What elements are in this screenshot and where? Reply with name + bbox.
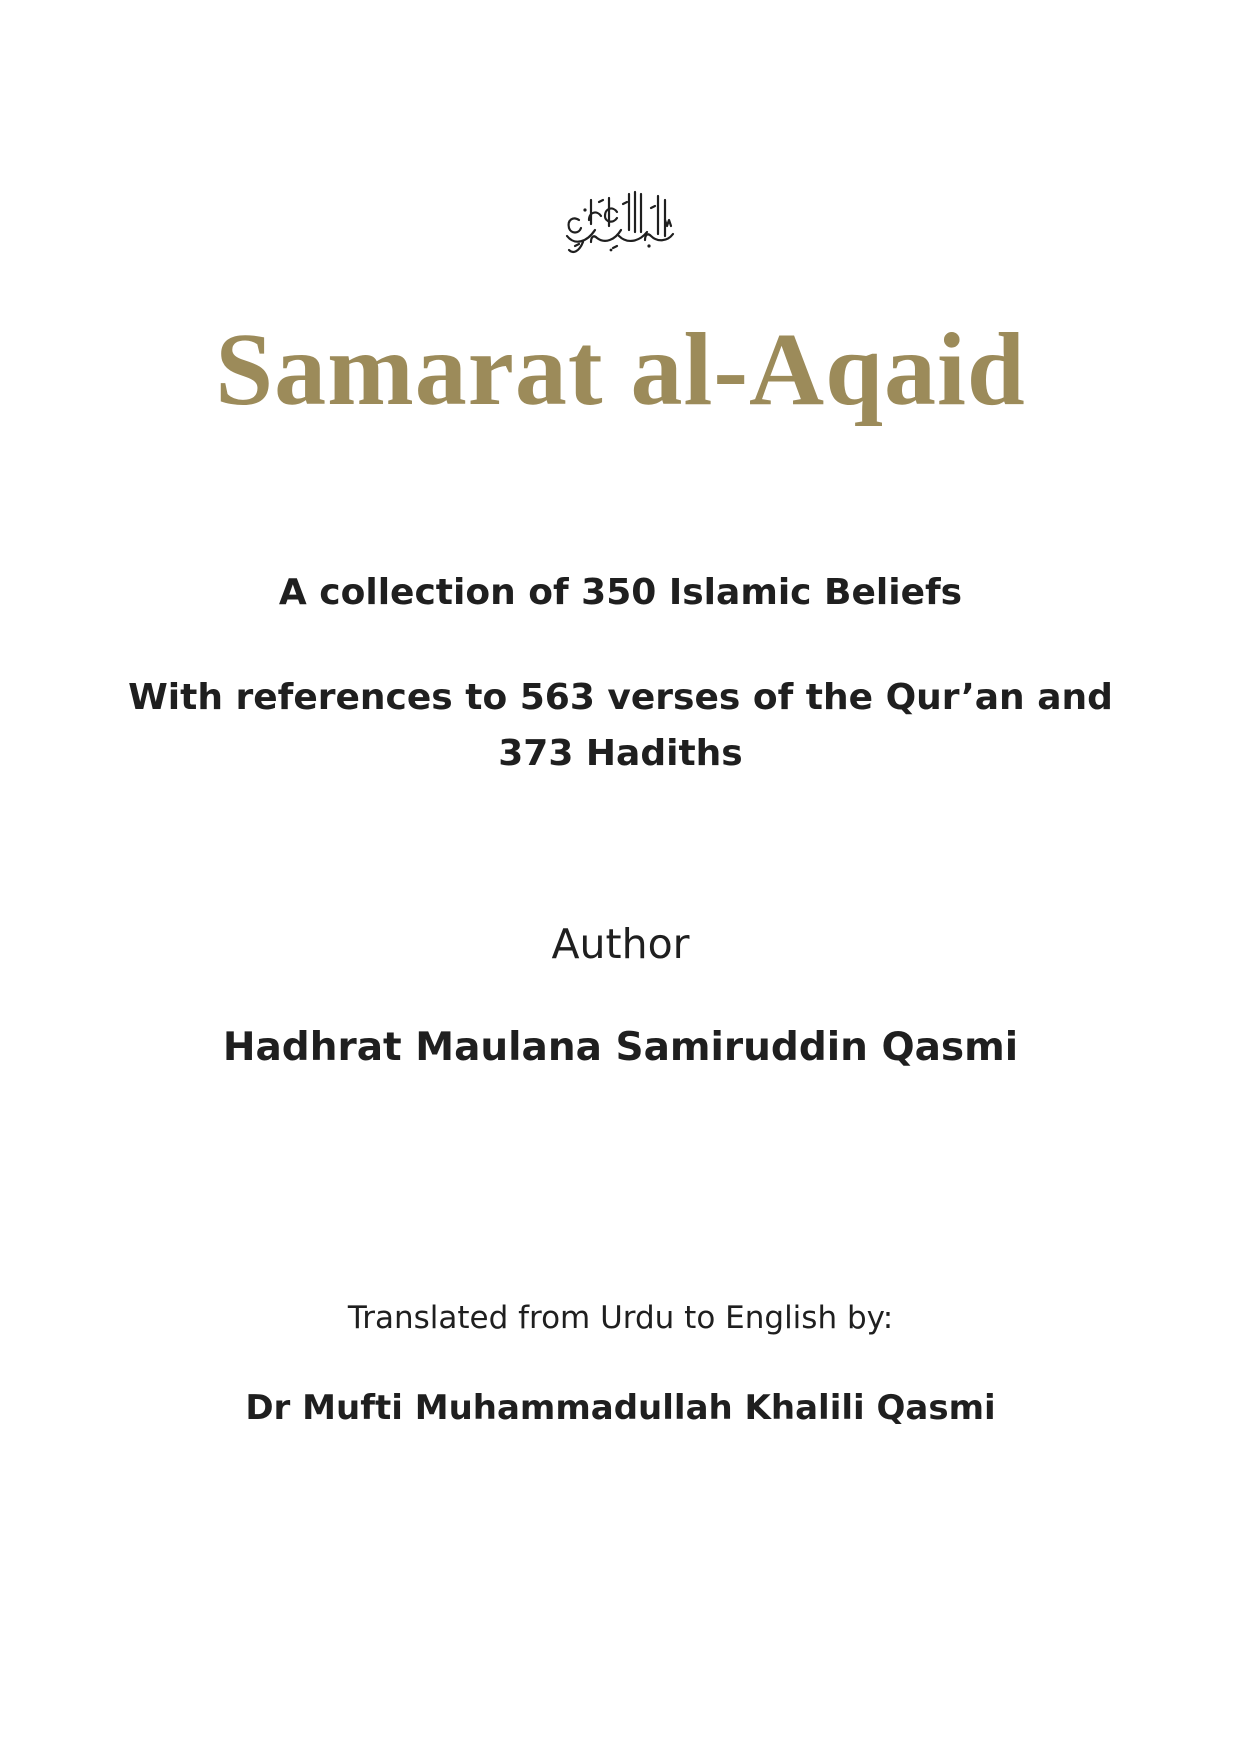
bismillah-calligraphy <box>0 186 1241 266</box>
translation-label: Translated from Urdu to English by: <box>347 1300 894 1336</box>
book-title: Samarat al-Aqaid <box>215 312 1026 427</box>
references-line-2: 373 Hadiths <box>498 733 743 774</box>
references-line-1: With references to 563 verses of the Qur’an and <box>128 677 1113 718</box>
references-statement <box>0 670 1241 782</box>
bismillah-calligraphy-icon <box>561 186 681 260</box>
book-subtitle: A collection of 350 Islamic Beliefs <box>278 572 963 613</box>
translator-name: Dr Mufti Muhammadullah Khalili Qasmi <box>245 1388 996 1428</box>
author-name: Hadhrat Maulana Samiruddin Qasmi <box>222 1025 1019 1070</box>
author-label: Author <box>551 920 690 968</box>
